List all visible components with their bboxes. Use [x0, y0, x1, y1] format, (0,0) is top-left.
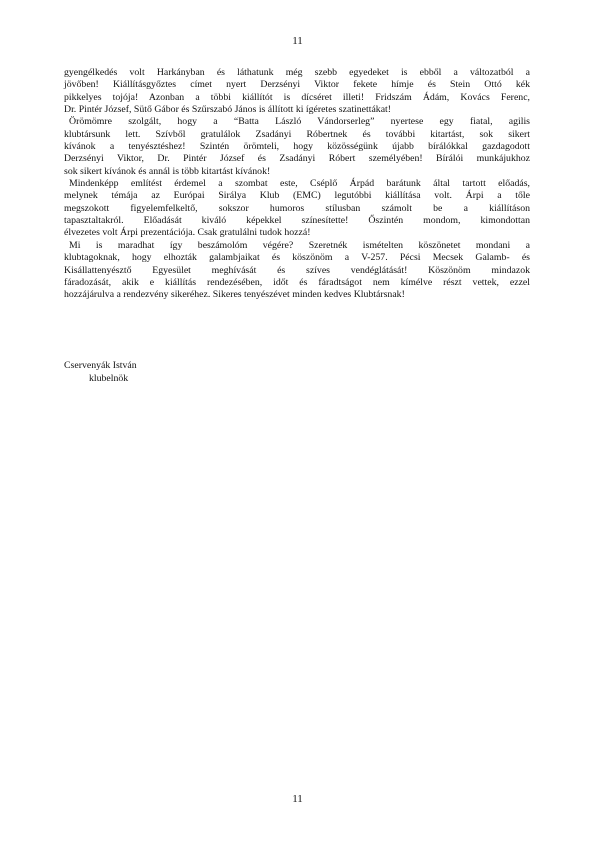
text-line: élvezetes volt Árpi prezentációja. Csak gratulálni tudok hozzá! — [64, 227, 311, 239]
text-line: jövőben! Kiállításgyőztes címet nyert Derzsényi Viktor fekete hímje és Stein Ottó kék — [64, 79, 530, 91]
page-number-bottom: 11 — [292, 793, 303, 805]
text-line: Dr. Pintér József, Sütő Gábor és Szűrszabó János is állított ki ígéretes szatinettákat! — [64, 104, 392, 116]
paragraph-2 — [64, 116, 530, 178]
text-line: hozzájárulva a rendezvény sikeréhez. Sikeres tenyészévet minden kedves Klubtársnak! — [64, 289, 405, 301]
text-line: fáradozását, akik e kiállítás rendezésében, időt és fáradtságot nem kímélve részt vettek, ezzel — [64, 276, 530, 288]
text-line: melynek témája az Európai Sirálya Klub (EMC) legutóbbi kiállítása volt. Árpi a tőle — [64, 190, 530, 202]
signature-role: klubelnök — [89, 372, 129, 384]
article-body — [64, 67, 530, 302]
paragraph-1 — [64, 67, 530, 116]
text-line: klubtagoknak, hogy elhozták galambjaikat és köszönöm a V-257. Pécsi Mecsek Galamb- és — [64, 252, 530, 264]
text-line: pikkelyes tojója! Azonban a többi kiállítót is dícséret illeti! Fridszám Ádám, Kovács Ferenc, — [64, 91, 530, 103]
text-line: tapasztaltakról. Előadását kiváló képekkel színesítette! Őszintén mondom, kimondottan — [64, 215, 530, 227]
text-line: klubtársunk lett. Szívből gratulálok Zsadányi Róbertnek és további kitartást, sok sikert — [64, 128, 530, 140]
text-line: Kisállattenyésztő Egyesület meghívását és szíves vendéglátását! Köszönöm mindazok — [64, 264, 530, 276]
text-line: Mi is maradhat így beszámolóm végére? Szeretnék ismételten köszönetet mondani a — [69, 239, 530, 251]
text-line: Mindenképp említést érdemel a szombat este, Cséplő Árpád barátunk által tartott előadás, — [69, 178, 530, 190]
text-line: sok sikert kívánok és annál is több kitartást kívánok! — [64, 165, 271, 177]
signature-name: Cservenyák István — [64, 360, 137, 371]
text-line: Derzsényi Viktor, Dr. Pintér József és Zsadányi Róbert személyében! Bírálói munkájukhoz — [64, 153, 530, 165]
page-number-top: 11 — [292, 35, 303, 47]
paragraph-3 — [64, 178, 530, 240]
text-line: kívánok a tenyésztéshez! Szintén örömteli, hogy közösségünk újabb bírálókkal gazdagodott — [64, 141, 530, 153]
text-line: gyengélkedés volt Harkányban és láthatunk még szebb egyedeket is ebből a változatból a — [64, 67, 530, 78]
text-line: Örömömre szolgált, hogy a “Batta László Vándorserleg” nyertese egy fiatal, agilis — [69, 116, 530, 128]
text-line: megszokott figyelemfelkeltő, sokszor humoros stílusban számolt be a kiállításon — [64, 202, 530, 214]
paragraph-4 — [64, 240, 530, 302]
signature-block — [64, 360, 137, 385]
